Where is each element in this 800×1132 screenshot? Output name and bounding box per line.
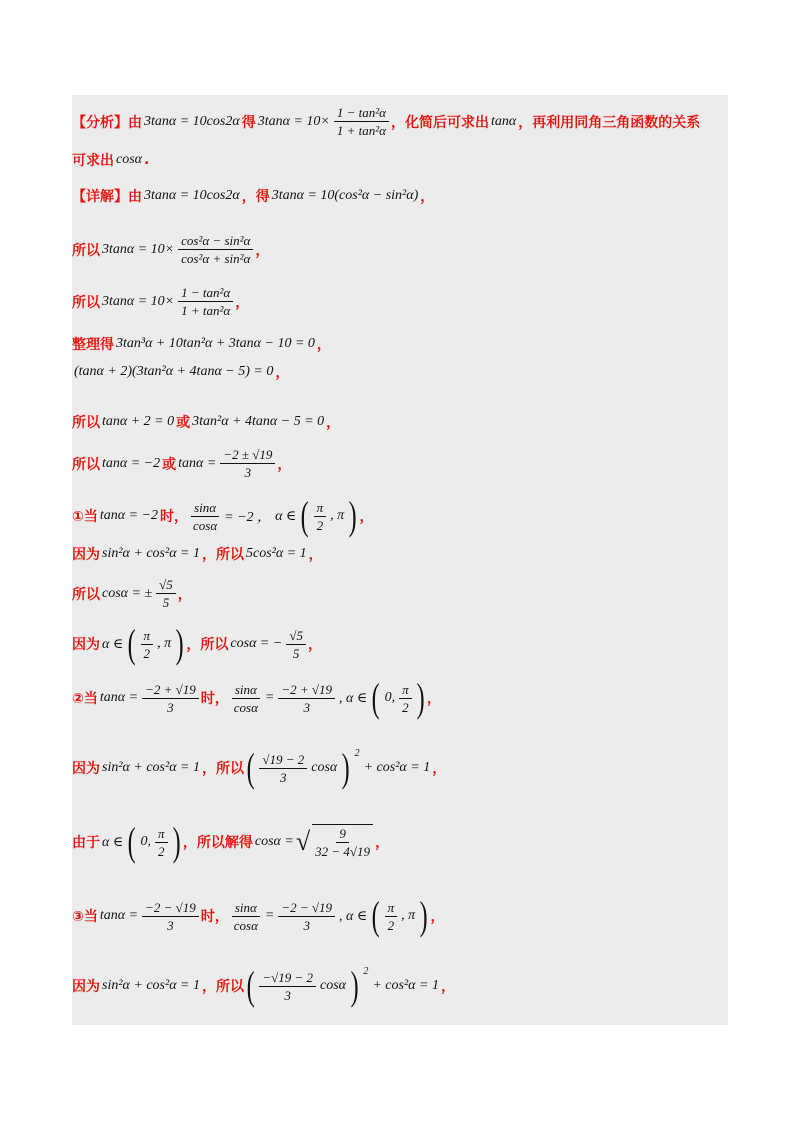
text: 所以 bbox=[72, 586, 100, 603]
equation: 0, bbox=[384, 690, 396, 705]
sqrt: √ $\frac{9}{32 - 4√19}$ bbox=[296, 824, 375, 860]
equation: cosα = − bbox=[230, 636, 283, 651]
text: 所以 bbox=[72, 456, 100, 473]
equation: α ∈ bbox=[102, 834, 124, 850]
fraction: $\frac{\sin\alpha}{\cos\alpha}$ bbox=[193, 499, 218, 533]
text: 时， bbox=[200, 909, 229, 925]
step-4 bbox=[72, 284, 249, 319]
text: ，化简后可求出 bbox=[390, 114, 489, 131]
equation: , α ∈ bbox=[339, 908, 368, 924]
equation: 5cos²α = 1 bbox=[246, 546, 307, 561]
case-2: ②当 tanα = $\frac{-2 + √19}{3}$ 时， $\frac{\sin\alpha}{\cos\alpha}$ = $\frac{-2 + √19}{3}$ , α ∈ ( 0, $\frac{\pi}{2}$ ) ， bbox=[72, 675, 441, 720]
equation: tanα = −2 bbox=[102, 455, 161, 471]
fraction: $\frac{√5}{5}$ bbox=[156, 576, 176, 611]
equation: 3tanα = 10cos2α bbox=[144, 188, 240, 203]
equation: + cos²α = 1 bbox=[363, 760, 431, 775]
equation: , α ∈ bbox=[339, 690, 368, 706]
equation: + cos²α = 1 bbox=[372, 978, 439, 993]
equation: (tanα + 2)(3tan²α + 4tanα − 5) = 0 bbox=[74, 364, 274, 379]
equation: tanα = bbox=[99, 690, 139, 705]
equation: tanα = bbox=[99, 908, 139, 923]
equation: cosα = bbox=[254, 834, 294, 849]
text: ，所以解得 bbox=[182, 835, 253, 851]
analysis-line bbox=[72, 104, 700, 139]
text: ，所以 bbox=[202, 761, 244, 777]
equation: 0, bbox=[140, 834, 152, 849]
equation: 3tanα = 10× bbox=[102, 293, 175, 309]
equation: = −2 ， bbox=[224, 510, 272, 525]
text: ， bbox=[275, 365, 290, 381]
equation: 3tanα = 10× bbox=[102, 241, 175, 257]
text: 可求出 bbox=[72, 153, 114, 169]
text: 因为 bbox=[72, 637, 100, 653]
text: . bbox=[144, 152, 150, 168]
equation: 3tanα = 10(cos²α − sin²α) bbox=[271, 188, 419, 203]
superscript: 2 bbox=[363, 966, 369, 977]
text: ， bbox=[177, 586, 192, 603]
equation: sin²α + cos²α = 1 bbox=[102, 760, 200, 775]
fraction: $\frac{-2 - √19}{3}$ bbox=[278, 899, 335, 934]
text: 或 bbox=[162, 456, 177, 473]
text: ，所以 bbox=[202, 979, 244, 995]
detail-line bbox=[72, 186, 434, 206]
equation: cosα = ± bbox=[102, 585, 153, 601]
equation: cosα bbox=[320, 978, 347, 993]
equation: sin²α + cos²α = 1 bbox=[102, 546, 200, 561]
text: ， bbox=[326, 415, 341, 431]
equation: , π bbox=[330, 508, 345, 523]
step-8 bbox=[72, 446, 291, 481]
analysis-line-2 bbox=[72, 150, 149, 170]
step-5 bbox=[72, 334, 331, 354]
fraction: $\frac{\sin\alpha}{\cos\alpha}$ bbox=[233, 899, 258, 933]
fraction: $\frac{-2 + √19}{3}$ bbox=[142, 681, 199, 716]
fraction: $\frac{\pi}{2}$ bbox=[141, 627, 154, 662]
fraction: $\frac{\pi}{2}$ bbox=[314, 499, 327, 534]
text: ， bbox=[430, 909, 445, 925]
fraction: $\frac{-√19 - 2}{3}$ bbox=[259, 969, 316, 1004]
text: ， bbox=[316, 337, 331, 353]
step-17: 因为 sin²α + cos²α = 1 ，所以 ( $\frac{-√19 - 2}{3}$ cosα ) 2 + cos²α = 1 ， bbox=[72, 963, 455, 1008]
analysis-label: 【分析】由 bbox=[72, 114, 142, 131]
equation: 3tan³α + 10tan²α + 3tanα − 10 = 0 bbox=[116, 336, 315, 351]
text: ，所以 bbox=[186, 637, 229, 653]
step-14: 因为 sin²α + cos²α = 1 ，所以 ( $\frac{√19 - 2}{3}$ cosα ) 2 + cos²α = 1 ， bbox=[72, 745, 447, 790]
fraction: $\frac{\sin\alpha}{\cos\alpha}$ bbox=[233, 681, 258, 715]
text: 所以 bbox=[72, 242, 100, 259]
text: ， bbox=[235, 294, 250, 311]
text: 时， bbox=[200, 691, 229, 707]
text: ， bbox=[307, 637, 322, 653]
fraction: $\frac{\text{1 − tan²α}}{\text{1 + tan²α}}$ bbox=[178, 284, 233, 319]
text: ，再利用同角三角函数的关系 bbox=[518, 114, 701, 131]
superscript: 2 bbox=[354, 748, 360, 759]
equation: cosα bbox=[116, 152, 143, 167]
step-12: 因为 α ∈ ( $\frac{\pi}{2}$ , π ) ，所以 cosα = − $\frac{√5}{5}$ ， bbox=[72, 621, 322, 666]
fraction: $\frac{\text{cos²α − sin²α}}{\text{cos²α + sin²α}}$ bbox=[178, 232, 253, 267]
text: 因为 bbox=[72, 761, 100, 777]
equation: α ∈ bbox=[275, 508, 297, 524]
case-3: ③当 tanα = $\frac{-2 - √19}{3}$ 时， $\frac{\sin\alpha}{\cos\alpha}$ = $\frac{-2 - √19}{3}$ , α ∈ ( $\frac{\pi}{2}$ , π ) ， bbox=[72, 893, 445, 938]
text: ， bbox=[359, 509, 374, 525]
equation: cosα bbox=[311, 760, 338, 775]
equation: 3tanα = 10cos2α bbox=[144, 113, 240, 129]
text: 所以 bbox=[72, 294, 100, 311]
text: 时， bbox=[160, 509, 188, 525]
equation: , π bbox=[401, 908, 416, 923]
text: 或 bbox=[176, 415, 191, 431]
text: ，得 bbox=[241, 189, 270, 205]
equation: sin²α + cos²α = 1 bbox=[102, 978, 200, 993]
equation: 3tan²α + 4tanα − 5 = 0 bbox=[192, 414, 325, 429]
fraction: $\frac{√19 - 2}{3}$ bbox=[259, 751, 307, 786]
text: ， bbox=[277, 456, 292, 473]
equation: tanα = bbox=[178, 455, 217, 471]
fraction: $\frac{\pi}{2}$ bbox=[399, 681, 412, 716]
text: ， bbox=[432, 761, 447, 777]
text: ③当 bbox=[72, 909, 98, 925]
fraction: $\frac{-2 - √19}{3}$ bbox=[142, 899, 199, 934]
detail-label: 【详解】由 bbox=[72, 189, 142, 205]
step-7 bbox=[72, 412, 340, 432]
text: 因为 bbox=[72, 979, 100, 995]
step-6 bbox=[72, 362, 289, 382]
step-10 bbox=[72, 544, 323, 564]
text: 得 bbox=[241, 114, 256, 131]
fraction: $\frac{-2 + √19}{3}$ bbox=[278, 681, 335, 716]
text: ， bbox=[440, 979, 455, 995]
fraction: $\frac{-2 \pm √19}{3}$ bbox=[220, 446, 275, 481]
text: ①当 bbox=[72, 509, 98, 525]
equation: tanα + 2 = 0 bbox=[102, 414, 175, 429]
text: 因为 bbox=[72, 547, 100, 563]
fraction: $\frac{\pi}{2}$ bbox=[155, 825, 168, 860]
fraction: $\frac{√5}{5}$ bbox=[286, 627, 306, 662]
equation: α ∈ bbox=[102, 636, 124, 652]
text: ， bbox=[255, 242, 270, 259]
equation: 3tanα = 10× bbox=[257, 113, 330, 129]
text: 所以 bbox=[72, 415, 100, 431]
step-11 bbox=[72, 576, 192, 611]
fraction: $\frac{\pi}{2}$ bbox=[385, 899, 398, 934]
text: ， bbox=[375, 835, 390, 851]
equation: tanα = −2 bbox=[99, 508, 158, 523]
text: 由于 bbox=[72, 835, 100, 851]
case-1: ①当 tanα = −2 时， $\frac{\sin\alpha}{\cos\alpha}$ = −2 ， α ∈ ( $\frac{\pi}{2}$ , π ) ， bbox=[72, 493, 374, 538]
step-15: 由于 α ∈ ( 0, $\frac{\pi}{2}$ ) ，所以解得 cosα = √ $\frac{9}{32 - 4√19}$ ， bbox=[72, 819, 390, 864]
text: ②当 bbox=[72, 691, 98, 707]
step-3 bbox=[72, 232, 269, 267]
equation: tanα bbox=[490, 113, 517, 129]
fraction: $\frac{\text{1 − tan²α}}{\text{1 + tan²α}}$ bbox=[334, 104, 389, 139]
text: ， bbox=[426, 691, 441, 707]
text: ，所以 bbox=[202, 547, 244, 563]
equation: , π bbox=[157, 636, 172, 651]
text: 整理得 bbox=[72, 337, 114, 353]
text: ， bbox=[420, 189, 435, 205]
text: ， bbox=[308, 547, 323, 563]
